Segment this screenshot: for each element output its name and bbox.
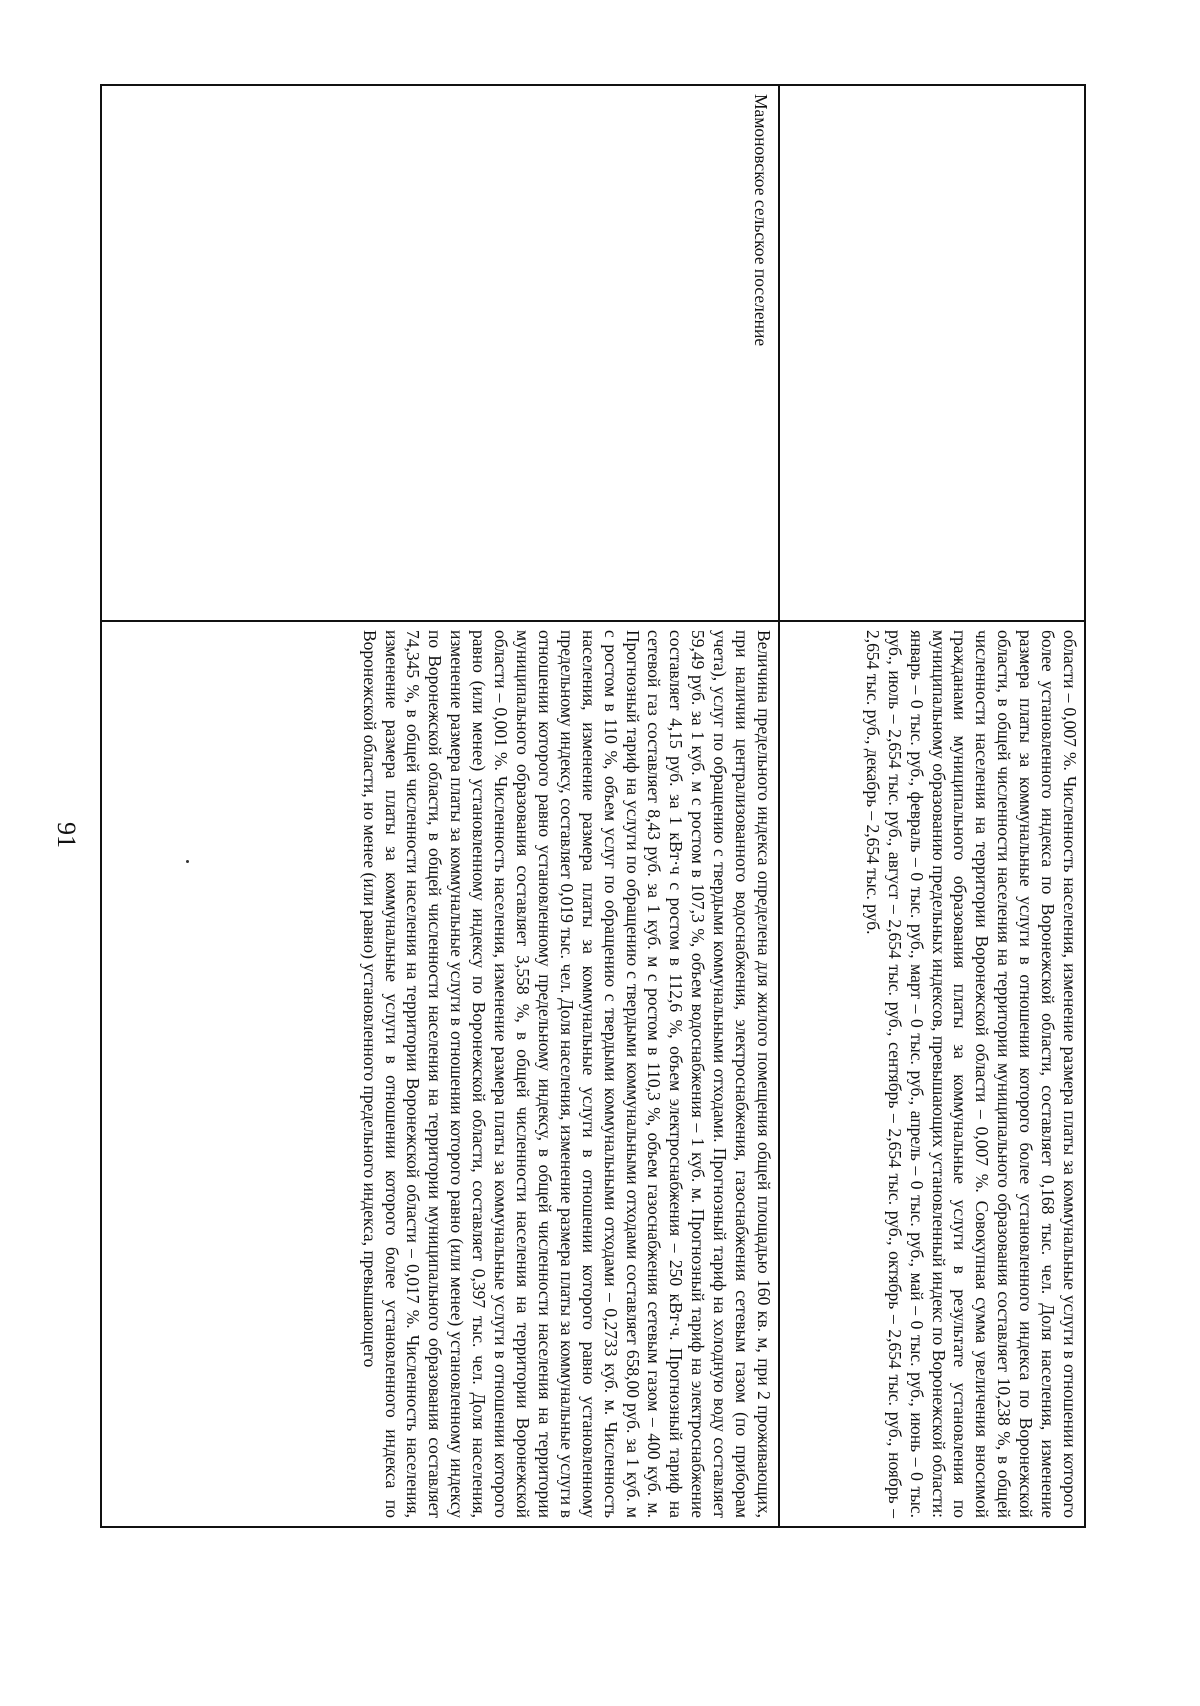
index-description-cell: Величина предельного индекса определена для жилого помещения общей площадью 160 кв. м, при 2 проживающих, при наличии централизованного водоснабжения, электроснабжения, газоснабжения сетевым газом (по приборам учета), услуг по обращению с твердыми коммунальными отходами. Прогнозный тариф на холодную воду составляет 59,49 руб. за 1 куб. м с ростом в 107,3 %, объем водоснабжения – 1 куб. м. Прогнозный тариф на электроснабжение составляет 4,15 руб. за 1 кВт·ч с ростом в 112,6 %, объем электроснабжения – 250 кВт·ч. Прогнозный тариф на сетевой газ составляет 8,43 руб. за 1 куб. м с ростом в 110,3 %, объем газоснабжения сетевым газом – 400 куб. м. Прогнозный тариф на услуги по обращению с твердыми коммунальными отходами составляет 658,00 руб. за 1 куб. м с ростом в 110 %, объем услуг по обращению с твердыми коммунальными отходами – 0,2733 куб. м. Численность населения, изменение размера платы за коммунальные услуги в отношении которого равно установленному предельному индексу, составляет 0,019 тыс. чел. Доля населения, изменение размера платы за коммунальные услуги в отношении которого равно установленному предельному индексу, в общей численности населения на территории муниципального образования составляет 3,558 %, в общей численности населения на территории Воронежской области – 0,001 %. Численность населения, изменение размера платы за коммунальные услуги в отношении которого равно (или менее) установленному индексу по Воронежской области, составляет 0,397 тыс. чел. Доля населения, изменение размера платы за коммунальные услуги в отношении которого равно (или менее) установленному индексу по Воронежской области, в общей численности населения на территории муниципального образования составляет 74,345 %, в общей численности населения на территории Воронежской области – 0,017 %. Численность населения, изменение размера платы за коммунальные услуги в отношении которого более установленного индекса по Воронежской области, но менее (или равно) установленного предельного индекса, превышающего — [359, 630, 774, 1518]
page-number: 91 — [52, 822, 81, 848]
municipality-name-cell: Мамоновское сельское поселение — [102, 86, 778, 622]
table-row — [102, 86, 778, 1526]
tariff-index-table — [100, 84, 1086, 1528]
table-row — [778, 86, 1084, 1526]
index-description-cell: области – 0,007 %. Численность населения, изменение размера платы за коммунальные услуги в отношении которого более установленного индекса по Воронежской области, составляет 0,168 тыс. чел. Доля населения, изменение размера платы за коммунальные услуги в отношении которого более установленного индекса по Воронежской области, в общей численности населения на территории муниципального образования составляет 10,238 %, в общей численности населения на территории Воронежской области – 0,007 %. Совокупная сумма увеличения вносимой гражданами муниципального образования платы за коммунальные услуги в результате установления по муниципальному образованию предельных индексов, превышающих установленный индекс по Воронежской области: январь – 0 тыс. руб., февраль – 0 тыс. руб., март – 0 тыс. руб., апрель – 0 тыс. руб., май – 0 тыс. руб., июнь – 0 тыс. руб., июль – 2,654 тыс. руб., август – 2,654 тыс. руб., сентябрь – 2,654 тыс. руб., октябрь – 2,654 тыс. руб., ноябрь – 2,654 тыс. руб., декабрь – 2,654 тыс. руб. — [862, 630, 1080, 1518]
municipality-name-cell — [780, 86, 1084, 622]
